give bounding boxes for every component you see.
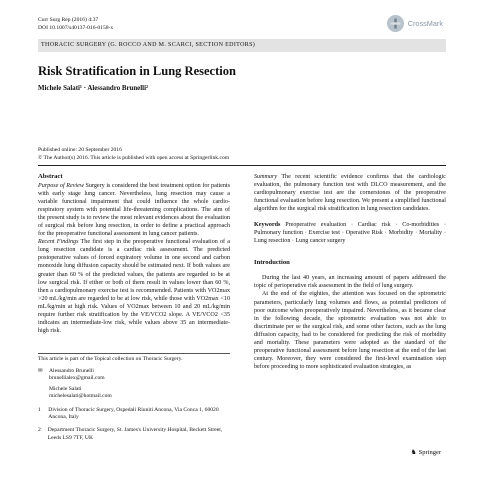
springer-name: Springer	[418, 448, 441, 456]
article-authors: Michele Salati¹ · Alessandro Brunelli²	[38, 85, 149, 92]
findings-label: Recent Findings	[38, 239, 79, 246]
introduction-para-1: During the last 40 years, an increasing amount of papers addressed the topic of perioperative risk assessment in the field of lung surgery.	[254, 275, 446, 290]
abstract-findings	[38, 238, 230, 335]
affiliation-2: 2 Department Thoracic Surgery, St. James's University Hospital, Beckett Street, Leeds LS9 7TF, UK	[38, 427, 223, 441]
abstract-summary	[254, 173, 446, 213]
contact-name-1: Alessandro Brunelli	[49, 368, 94, 374]
published-date: Published online: 20 September 2016	[38, 147, 122, 153]
footnote-rule	[38, 353, 230, 354]
summary-label: Summary	[254, 174, 278, 180]
affiliation-1: 1 Division of Thoracic Surgery, Ospedali Riuniti Ancona, Via Conca 1, 60020 Ancona, Italy	[38, 406, 219, 421]
springer-logo	[411, 448, 441, 456]
keywords-label: Keywords	[254, 222, 281, 229]
contact-block	[38, 368, 230, 442]
article-doi[interactable]: DOI 10.1007/s40137-016-0158-x	[38, 25, 114, 31]
keywords	[254, 221, 446, 245]
journal-citation: Curr Surg Rep (2016) 4:37	[38, 17, 99, 23]
contact-email-2[interactable]: michelesalati@hotmail.com	[49, 393, 112, 400]
topical-note: This article is part of the Topical collection on Thoracic Surgery.	[38, 356, 183, 362]
section-banner	[38, 39, 446, 52]
introduction-heading: Introduction	[254, 259, 290, 267]
abstract-column	[38, 173, 230, 335]
section-banner-text: THORACIC SURGERY (G. ROCCO AND M. SCARCI, SECTION EDITORS)	[41, 42, 256, 48]
springer-horse-icon: ♞	[410, 449, 417, 456]
purpose-label: Purpose of Review	[38, 183, 84, 189]
right-column	[254, 173, 446, 371]
contact-email-1[interactable]: brunellialex@gmail.com	[49, 375, 105, 382]
crossmark-label: CrossMark	[407, 19, 443, 28]
summary-text: The recent scientific evidence confirms that the cardiologic evaluation, the pulmonary function test with DLCO measurement, and the cardiopulmonary exercise test are the cornerstones of the preoperative functional evaluation before lung resection. We present a simplified functional algorithm for the surgical risk stratification in lung resection candidates.	[254, 174, 446, 213]
findings-text: The first step in the preoperative functional evaluation of a lung resection candidate is a cardiac risk assessment. The predicted postoperative values of forced expiratory volume in one second and carbon monoxide lung diffusion capacity should be estimated next. If both values are greater than 60 % of the predicted values, the patients are regarded to be at low surgical risk. If either or both of them result in values lower than 60 %, then a cardiopulmonary exercise test is recommended. Patients with VO2max >20 mL/kg/min are regarded to be at low risk, while those with VO2max <10 mL/kg/min at high risk. Values of VO2max between 10 and 20 mL/kg/min require further risk stratification by the VE/VCO2 slope. A VE/VCO2 <35 indicates an intermediate-low risk, while values above 35 an intermediate-high risk.	[38, 239, 230, 334]
envelope-icon: ✉	[38, 368, 43, 374]
copyright-notice: © The Author(s) 2016. This article is published with open access at Springerlink.com	[38, 155, 230, 161]
contact-row	[38, 368, 230, 401]
crossmark-icon	[387, 15, 404, 32]
abstract-heading: Abstract	[38, 173, 63, 180]
header-rule	[38, 165, 446, 166]
contact-name-2: Michele Salati	[49, 385, 82, 392]
keywords-text: Preoperative evaluation · Cardiac risk · Co-morbidities · Pulmonary function · Exercise test · Operative Risk · Morbidity · Mortality · Lung resection · Lung cancer surgery	[254, 222, 446, 245]
introduction-para-2: At the end of the eighties, the attention was focused on the spirometric parameters, particularly lung volumes and flows, as potential predictors of poor outcome when preoperatively impaired. Nevertheless, as it became clear in the following decade, the spirometric evaluation was not able to discriminate per se the surgical risk, and some other factors, such as the lung diffusion capacity, had to be considered for predicting the risk of morbidity and mortality. These parameters were adopted as the standard of the preoperative functional assessment before lung resection at the end of the last century. Moreover, they were considered the first-level examination step before proceeding to more sophisticated evaluation strategies, as	[254, 291, 446, 370]
crossmark-badge[interactable]	[387, 15, 443, 32]
article-title: Risk Stratification in Lung Resection	[38, 64, 236, 78]
abstract-purpose	[38, 182, 230, 238]
purpose-text: Surgery is considered the best treatment option for patients with early stage lung cancer. Nevertheless, lung resection may cause a variable functional impairment that could influence the whole cardio-respiratory system with potential life-threatening complications. The aim of the present study is to review the most relevant evidences about the evaluation of surgical risk before lung resection, in order to define a practical approach for the preoperative functional assessment in lung cancer patients.	[38, 183, 230, 238]
